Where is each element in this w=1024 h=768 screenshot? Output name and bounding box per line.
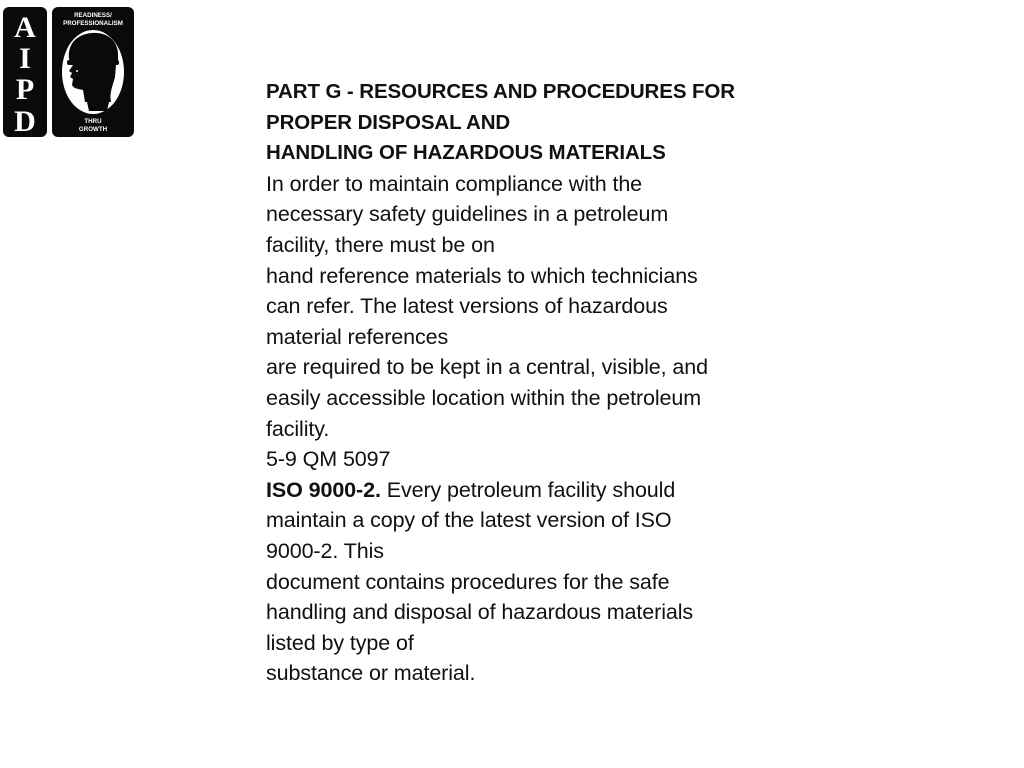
paragraph-line	[266, 475, 776, 506]
paragraph-line: are required to be kept in a central, visible, and	[266, 355, 708, 380]
iso-lead-term: ISO 9000-2.	[266, 477, 381, 502]
logo-letter-d: D	[14, 105, 36, 137]
paragraph-line: facility, there must be on	[266, 232, 495, 257]
paragraph-line: can refer. The latest versions of hazardous	[266, 294, 668, 319]
paragraph-line: easily accessible location within the petroleum	[266, 385, 702, 410]
logo-bottom-text-2: GROWTH	[78, 126, 108, 133]
paragraph-line: maintain a copy of the latest version of ISO	[266, 508, 672, 533]
paragraph-line: hand reference materials to which technicians	[266, 263, 698, 288]
document-body	[266, 77, 776, 689]
page-reference: 5-9 QM 5097	[266, 447, 391, 472]
logo-top-text-2: PROFESSIONALISM	[63, 20, 123, 27]
heading-line: HANDLING OF HAZARDOUS MATERIALS	[266, 141, 666, 165]
paragraph-line-rest: Every petroleum facility should	[380, 477, 676, 502]
heading-line: PART G - RESOURCES AND PROCEDURES FOR	[266, 80, 735, 103]
paragraph-line: 9000-2. This	[266, 538, 384, 563]
logo-letter-a: A	[14, 11, 36, 44]
aipd-logo	[3, 7, 134, 137]
paragraph-line: In order to maintain compliance with the	[266, 171, 643, 196]
logo-letter-i: I	[19, 42, 31, 75]
paragraph-line: substance or material.	[266, 661, 476, 686]
paragraph-line: document contains procedures for the safe	[266, 569, 670, 594]
paragraph-line: listed by type of	[266, 630, 414, 655]
logo-top-text-1: READINESS/	[74, 12, 112, 19]
paragraph-line: handling and disposal of hazardous materials	[266, 600, 694, 625]
paragraph-line: material references	[266, 324, 449, 349]
heading-line: PROPER DISPOSAL AND	[266, 110, 511, 134]
paragraph-line: necessary safety guidelines in a petroleum	[266, 202, 669, 227]
paragraph-line: facility.	[266, 416, 330, 441]
logo-bottom-text-1: THRU	[84, 118, 102, 125]
logo-letter-p: P	[15, 73, 35, 106]
